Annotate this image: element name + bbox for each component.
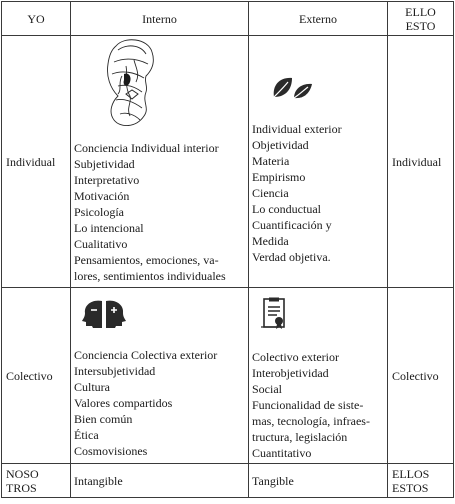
header-yo: YO	[2, 2, 71, 36]
header-ello: ELLO	[405, 4, 436, 19]
interno-item: Lo intencional	[74, 221, 144, 235]
interno-item: Psicología	[74, 205, 124, 219]
externo-item: Colectivo exterior	[252, 350, 339, 364]
externo-item: Social	[252, 382, 282, 396]
interno-item: lores, sentimientos individuales	[74, 269, 226, 283]
document-icon	[252, 297, 384, 335]
label-nosotros	[2, 464, 71, 498]
interno-item: Intersubjetividad	[74, 364, 156, 378]
externo-item: Lo conductual	[252, 202, 321, 216]
interno-item: Pensamientos, emociones, va-	[74, 253, 219, 267]
header-ello-esto	[388, 2, 454, 36]
cell-intangible: Intangible	[71, 464, 249, 498]
leaves-icon	[252, 75, 384, 105]
externo-item: Cuantificación y	[252, 218, 332, 232]
externo-item: Verdad objetiva.	[252, 250, 331, 264]
externo-item: Interobjetividad	[252, 366, 329, 380]
label-ellos: ELLOS	[392, 466, 430, 481]
row-colectivo	[2, 288, 454, 464]
two-heads-icon	[74, 297, 245, 333]
label-colectivo-right: Colectivo	[388, 288, 454, 464]
footer-row	[2, 464, 454, 498]
externo-item: Medida	[252, 234, 289, 248]
externo-item: Individual exterior	[252, 122, 342, 136]
cell-individual-externo	[249, 36, 388, 288]
externo-item: Funcionalidad de siste-	[252, 398, 364, 412]
interno-item: Cultura	[74, 380, 110, 394]
interno-item: Conciencia Individual interior	[74, 141, 219, 155]
cell-colectivo-interno	[71, 288, 249, 464]
externo-item: tructura, legislación	[252, 430, 348, 444]
cell-individual-interno	[71, 36, 249, 288]
header-externo: Externo	[249, 2, 388, 36]
head-tree-icon	[74, 36, 245, 136]
label-individual-left: Individual	[2, 36, 71, 288]
interno-item: Cosmovisiones	[74, 444, 148, 458]
interno-item: Valores compartidos	[74, 396, 173, 410]
label-ellos-estos	[388, 464, 454, 498]
row-individual	[2, 36, 454, 288]
header-esto: ESTO	[405, 18, 436, 33]
cell-tangible: Tangible	[249, 464, 388, 498]
label-individual-right: Individual	[388, 36, 454, 288]
interno-item: Motivación	[74, 189, 130, 203]
interno-item: Bien común	[74, 412, 133, 426]
header-row	[2, 2, 454, 36]
externo-item: Materia	[252, 154, 290, 168]
label-estos: ESTOS	[392, 480, 429, 495]
interno-item: Ética	[74, 428, 99, 442]
externo-item: Empirismo	[252, 170, 306, 184]
interno-item: Interpretativo	[74, 173, 140, 187]
label-tros: TROS	[6, 480, 37, 495]
label-colectivo-left: Colectivo	[2, 288, 71, 464]
interno-item: Subjetividad	[74, 157, 135, 171]
externo-item: Cuantitativo	[252, 446, 312, 460]
cell-colectivo-externo	[249, 288, 388, 464]
label-noso: NOSO	[6, 466, 39, 481]
interno-item: Conciencia Colectiva exterior	[74, 348, 218, 362]
header-interno: Interno	[71, 2, 249, 36]
externo-item: mas, tecnología, infraes-	[252, 414, 370, 428]
quadrant-table	[1, 1, 454, 498]
interno-item: Cualitativo	[74, 237, 128, 251]
externo-item: Objetividad	[252, 138, 309, 152]
externo-item: Ciencia	[252, 186, 289, 200]
